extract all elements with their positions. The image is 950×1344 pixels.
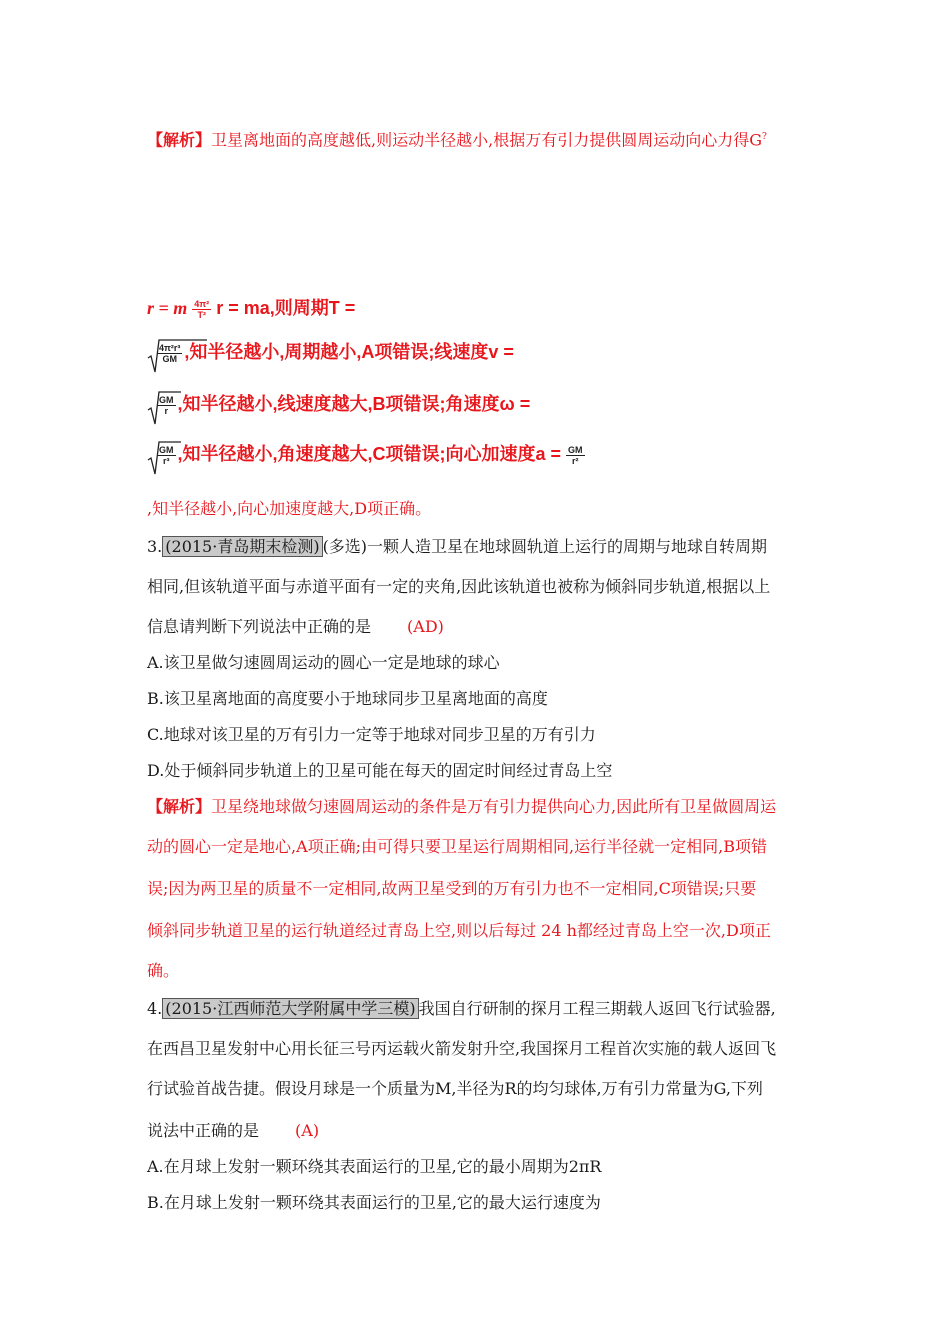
- analysis-tag: 【解析】: [147, 130, 212, 150]
- question-4-line-4: 说法中正确的是 (A): [147, 1121, 320, 1140]
- source-badge: (2015·青岛期末检测): [162, 536, 322, 557]
- question-3-line-1: 3. (2015·青岛期末检测) (多选)一颗人造卫星在地球圆轨道上运行的周期与地球自转周期: [147, 537, 768, 556]
- analysis-3-line-4: 倾斜同步轨道卫星的运行轨道经过青岛上空,则以后每过 24 h都经过青岛上空一次,D项正: [147, 921, 771, 940]
- question-4-line-3: 行试验首战告捷。假设月球是一个质量为M,半径为R的均匀球体,万有引力常量为G,下列: [147, 1079, 763, 1098]
- analysis-3-line-1: 【解析】卫星绕地球做匀速圆周运动的条件是万有引力提供向心力,因此所有卫星做圆周运: [147, 797, 777, 816]
- fraction-GM-r2: $\frac{GM}{\text{r²}}$: [568, 444, 583, 466]
- radical-sign: [147, 440, 181, 476]
- option-d: D.处于倾斜同步轨道上的卫星可能在每天的固定时间经过青岛上空: [147, 761, 613, 780]
- formula-line-3: $\frac{GM}{r}$ ,知半径越小,线速度越大,B项错误;角速度ω =: [147, 392, 530, 416]
- analysis-3-line-5: 确。: [147, 961, 180, 980]
- option-b: B.该卫星离地面的高度要小于地球同步卫星离地面的高度: [147, 689, 548, 708]
- analysis-text: 卫星离地面的高度越低,则运动半径越小,根据万有引力提供圆周运动向心力得G: [211, 130, 762, 150]
- sqrt-period: $\frac{\text{4π²r³}}{GM}$: [147, 340, 182, 364]
- answer-badge: (AD): [407, 617, 444, 636]
- analysis-tag: 【解析】: [147, 797, 212, 816]
- option-b: B.在月球上发射一颗环绕其表面运行的卫星,它的最大运行速度为: [147, 1193, 601, 1212]
- fraction-4pi2-T2: $\frac{\text{4π²}}{\text{T²}}$: [194, 298, 210, 320]
- formula-line-1: r = m $\frac{\text{4π²}}{\text{T²}}$ r = ma,则周期T =: [147, 298, 356, 320]
- sqrt-velocity: $\frac{GM}{r}$: [147, 392, 176, 416]
- question-3-line-2: 相同,但该轨道平面与赤道平面有一定的夹角,因此该轨道也被称为倾斜同步轨道,根据以上: [147, 577, 771, 596]
- analysis-trail: ?: [761, 132, 767, 142]
- option-a: A.该卫星做匀速圆周运动的圆心一定是地球的球心: [147, 653, 500, 672]
- formula-line-2: $\frac{\text{4π²r³}}{GM}$ ,知半径越小,周期越小,A项错误;线速度v =: [147, 340, 514, 364]
- radical-sign: [147, 338, 207, 374]
- question-3-line-3: 信息请判断下列说法中正确的是 (AD): [147, 617, 444, 636]
- option-c: C.地球对该卫星的万有引力一定等于地球对同步卫星的万有引力: [147, 725, 596, 744]
- conclusion-1: ,知半径越小,向心加速度越大,D项正确。: [147, 499, 432, 518]
- analysis-3-line-2: 动的圆心一定是地心,A项正确;由可得只要卫星运行周期相同,运行半径就一定相同,B项错: [147, 837, 767, 856]
- radical-sign: [147, 390, 181, 426]
- formula-line-4: $\frac{GM}{\text{r³}}$ ,知半径越小,角速度越大,C项错误;向心加速度a = $\frac{GM}{\text{r²}}$: [147, 442, 585, 466]
- analysis-3-line-3: 误;因为两卫星的质量不一定相同,故两卫星受到的万有引力也不一定相同,C项错误;只要: [147, 879, 757, 898]
- source-badge: (2015·江西师范大学附属中学三模): [162, 998, 418, 1019]
- analysis-paragraph-1: [147, 126, 767, 151]
- answer-badge: (A): [295, 1121, 320, 1140]
- question-4-line-2: 在西昌卫星发射中心用长征三号丙运载火箭发射升空,我国探月工程首次实施的载人返回飞: [147, 1039, 777, 1058]
- option-a: A.在月球上发射一颗环绕其表面运行的卫星,它的最小周期为2πR: [147, 1157, 602, 1176]
- question-4-line-1: 4. (2015·江西师范大学附属中学三模) 我国自行研制的探月工程三期载人返回飞行试验器,: [147, 999, 776, 1018]
- sqrt-angular: $\frac{GM}{\text{r³}}$: [147, 442, 176, 466]
